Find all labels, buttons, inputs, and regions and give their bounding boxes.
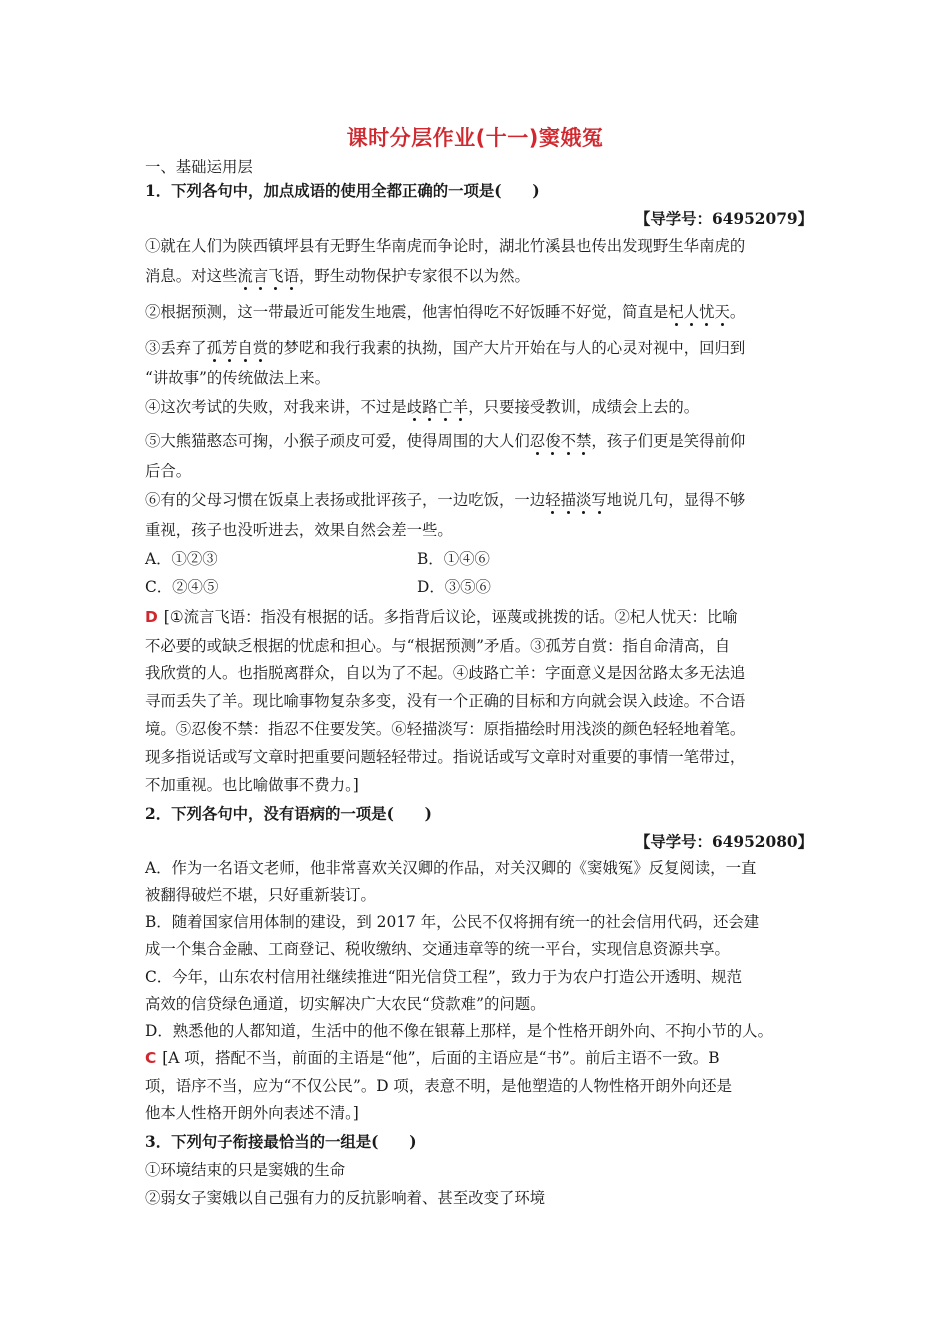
emphasis-char: 流 <box>237 267 253 285</box>
q2-option-line-2: 被翻得破烂不堪，只好重新装订。 <box>145 886 376 904</box>
emphasis-char: 忍 <box>529 432 546 450</box>
option-d: D．③⑤⑥ <box>417 578 491 596</box>
emphasis-char: 不 <box>560 432 576 450</box>
emphasis-char: 描 <box>560 491 576 509</box>
question-2-stem: 2．下列各句中，没有语病的一项是( ) <box>145 805 432 823</box>
idiom-liuyanfeiyu <box>237 267 299 285</box>
q1-explanation-line-4: 寻而丢失了羊。现比喻事物复杂多变，没有一个正确的目标和方向就会误入歧途。不合语 <box>145 692 746 710</box>
page-title: 课时分层作业(十一)窦娥冤 <box>346 126 604 150</box>
q1-sentence-6-line-1: ⑥有的父母习惯在饭桌上表扬或批评孩子，一边吃饭，一边轻描淡写地说几句，显得不够 <box>145 491 746 509</box>
question-1-guide-number: 【导学号：64952079】 <box>634 210 813 228</box>
q2-explanation-line-1: C [A 项，搭配不当，前面的主语是“他”，后面的主语应是“书”。前后主语不一致。B <box>145 1049 720 1067</box>
q1-answer: D <box>145 608 158 626</box>
emphasis-char: 亡 <box>437 398 453 416</box>
question-2-guide-number: 【导学号：64952080】 <box>634 833 813 851</box>
emphasis-char: 忧 <box>699 303 715 321</box>
q1-sentence-3-line-2: “讲故事”的传统做法上来。 <box>145 369 331 387</box>
q1-explanation-line-2: 不必要的或缺乏根据的忧虑和担心。与“根据预测”矛盾。③孤芳自赏：指自命清高，自 <box>145 637 731 655</box>
emphasis-char: 歧 <box>406 398 423 416</box>
emphasis-char: 天 <box>714 303 730 321</box>
option-c: C．②④⑤ <box>145 578 219 596</box>
option-a: A．①②③ <box>145 550 218 568</box>
question-3-stem: 3．下列句子衔接最恰当的一组是( ) <box>145 1133 417 1151</box>
idiom-qiluwangyang <box>407 398 469 416</box>
idiom-qirenyoutian <box>668 303 730 321</box>
q1-sentence-2: ②根据预测，这一带最近可能发生地震，他害怕得吃不好饭睡不好觉，简直是杞人忧天。 <box>145 303 746 321</box>
q3-sentence-2: ②弱女子窦娥以自己强有力的反抗影响着、甚至改变了环境 <box>145 1189 546 1207</box>
q2-option-line-3: B．随着国家信用体制的建设，到 2017 年，公民不仅将拥有统一的社会信用代码，还会建 <box>145 913 760 931</box>
question-1-stem: 1．下列各句中，加点成语的使用全都正确的一项是( ) <box>145 182 540 200</box>
q3-sentence-1: ①环境结束的只是窦娥的生命 <box>145 1161 346 1179</box>
emphasis-char: 飞 <box>268 267 284 285</box>
q1-sentence-5-line-2: 后合。 <box>145 462 192 480</box>
emphasis-char: 写 <box>591 491 607 509</box>
q1-sentence-3-line-1: ③丢弃了孤芳自赏的梦呓和我行我素的执拗，国产大片开始在与人的心灵对视中，回归到 <box>145 339 746 357</box>
q2-explanation-line-3: 他本人性格开朗外向表述不清。] <box>145 1104 359 1122</box>
q1-explanation-line-1: D [①流言飞语：指没有根据的话。多指背后议论，诬蔑或挑拨的话。②杞人忧天：比喻 <box>145 608 738 626</box>
emphasis-char: 言 <box>252 267 269 285</box>
emphasis-char: 赏 <box>252 339 269 357</box>
q1-sentence-6-line-2: 重视，孩子也没听进去，效果自然会差一些。 <box>145 521 453 539</box>
emphasis-char: 俊 <box>545 432 561 450</box>
q1-explanation-line-6: 现多指说话或写文章时把重要问题轻轻带过。指说话或写文章时对重要的事情一笔带过， <box>145 748 746 766</box>
q2-answer: C <box>145 1049 157 1067</box>
q1-sentence-5-line-1: ⑤大熊猫憨态可掬，小猴子顽皮可爱，使得周围的大人们忍俊不禁，孩子们更是笑得前仰 <box>145 432 746 450</box>
emphasis-char: 自 <box>237 339 253 357</box>
idiom-qingmiaodanxie <box>545 491 607 509</box>
q1-explanation-line-3: 我欣赏的人。也指脱离群众，自以为了不起。④歧路亡羊：字面意义是因岔路太多无法追 <box>145 664 746 682</box>
emphasis-char: 芳 <box>221 339 238 357</box>
emphasis-char: 孤 <box>206 339 222 357</box>
q1-sentence-1-line-2: 消息。对这些流言飞语，野生动物保护专家很不以为然。 <box>145 267 530 285</box>
q2-option-line-7: D．熟悉他的人都知道，生活中的他不像在银幕上那样，是个性格开朗外向、不拘小节的人。 <box>145 1022 773 1040</box>
emphasis-char: 人 <box>683 303 700 321</box>
q2-option-line-6: 高效的信贷绿色通道，切实解决广大农民“贷款难”的问题。 <box>145 995 546 1013</box>
emphasis-char: 语 <box>283 267 299 285</box>
emphasis-char: 杞 <box>668 303 684 321</box>
q2-option-line-4: 成一个集合金融、工商登记、税收缴纳、交通违章等的统一平台，实现信息资源共享。 <box>145 940 730 958</box>
q1-explanation-line-7: 不加重视。也比喻做事不费力。] <box>145 776 359 794</box>
q1-sentence-4: ④这次考试的失败，对我来讲，不过是歧路亡羊，只要接受教训，成绩会上去的。 <box>145 398 700 416</box>
q2-option-line-5: C．今年，山东农村信用社继续推进“阳光信贷工程”，致力于为农户打造公开透明、规范 <box>145 968 742 986</box>
emphasis-char: 淡 <box>575 491 592 509</box>
emphasis-char: 羊 <box>452 398 469 416</box>
idiom-renjunbujin <box>530 432 592 450</box>
q1-options-row-1 <box>145 548 813 570</box>
section-heading: 一、基础运用层 <box>145 158 253 176</box>
q1-sentence-1-line-1: ①就在人们为陕西镇坪县有无野生华南虎而争论时，湖北竹溪县也传出发现野生华南虎的 <box>145 237 746 255</box>
q1-options-row-2 <box>145 576 813 598</box>
q2-option-line-1: A．作为一名语文老师，他非常喜欢关汉卿的作品，对关汉卿的《窦娥冤》反复阅读，一直 <box>145 859 757 877</box>
q1-explanation-line-5: 境。⑤忍俊不禁：指忍不住要发笑。⑥轻描淡写：原指描绘时用浅淡的颜色轻轻地着笔。 <box>145 720 746 738</box>
emphasis-char: 轻 <box>545 491 561 509</box>
emphasis-char: 禁 <box>576 432 592 450</box>
q2-explanation-line-2: 项，语序不当，应为“不仅公民”。D 项，表意不明，是他塑造的人物性格开朗外向还是 <box>145 1077 733 1095</box>
idiom-gufangzishang <box>207 339 269 357</box>
emphasis-char: 路 <box>422 398 438 416</box>
option-b: B．①④⑥ <box>417 550 490 568</box>
